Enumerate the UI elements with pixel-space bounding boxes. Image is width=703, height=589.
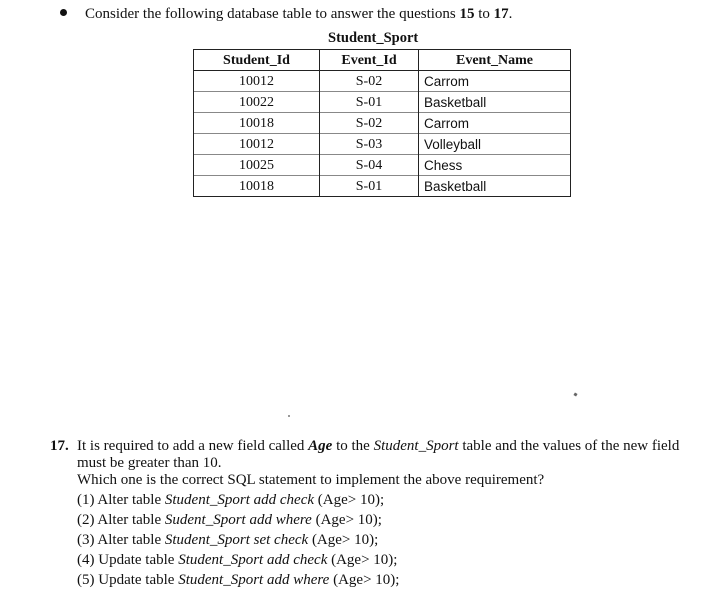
cell-student-id: 10018 xyxy=(194,176,320,197)
cell-event-name: Basketball xyxy=(419,176,571,197)
answer-option-4 xyxy=(77,552,702,569)
option-suffix: (Age> 10); xyxy=(308,532,379,548)
option-prefix: (5) Update table xyxy=(77,572,179,588)
header-event-id: Event_Id xyxy=(320,50,419,71)
answer-option-1 xyxy=(77,492,702,509)
intro-middle: to xyxy=(474,6,494,22)
answer-option-2 xyxy=(77,512,702,529)
option-italic: Student_Sport set check xyxy=(164,532,309,548)
table-row xyxy=(194,176,571,197)
student-sport-table xyxy=(193,49,571,197)
option-suffix: (Age> 10); xyxy=(314,492,385,508)
bullet-icon xyxy=(60,9,67,16)
question-line-3: Which one is the correct SQL statement to implement the above requirement? xyxy=(77,472,545,488)
header-event-name: Event_Name xyxy=(419,50,571,71)
scan-speck xyxy=(288,415,290,417)
cell-event-id: S-01 xyxy=(320,92,419,113)
question-body xyxy=(77,438,702,589)
option-italic: Student_Sport add check xyxy=(178,552,328,568)
q-field-name: Age xyxy=(308,438,333,454)
cell-student-id: 10012 xyxy=(194,71,320,92)
table-row xyxy=(194,134,571,155)
intro-suffix: . xyxy=(508,6,513,22)
scan-speck xyxy=(573,392,577,396)
cell-event-id: S-01 xyxy=(320,176,419,197)
cell-event-name: Volleyball xyxy=(419,134,571,155)
option-prefix: (1) Alter table xyxy=(77,492,165,508)
question-17 xyxy=(50,438,702,589)
intro-from: 15 xyxy=(459,6,475,22)
table-row xyxy=(194,71,571,92)
cell-student-id: 10018 xyxy=(194,113,320,134)
cell-event-name: Carrom xyxy=(419,113,571,134)
table-row xyxy=(194,92,571,113)
cell-event-name: Chess xyxy=(419,155,571,176)
option-italic: Student_Sport add check xyxy=(164,492,315,508)
intro-sentence xyxy=(85,6,512,23)
question-number: 17. xyxy=(50,438,69,454)
q-text-c: table and the values of the new field xyxy=(458,438,680,454)
cell-event-id: S-04 xyxy=(320,155,419,176)
option-suffix: (Age> 10); xyxy=(329,572,400,588)
cell-event-name: Basketball xyxy=(419,92,571,113)
answer-option-5 xyxy=(77,572,702,589)
cell-student-id: 10025 xyxy=(194,155,320,176)
q-text-b: to the xyxy=(332,438,374,454)
answer-option-3 xyxy=(77,532,702,549)
intro-to: 17 xyxy=(493,6,509,22)
table-row xyxy=(194,155,571,176)
option-prefix: (2) Alter table xyxy=(77,512,165,528)
q-text-a: It is required to add a new field called xyxy=(77,438,309,454)
cell-student-id: 10022 xyxy=(194,92,320,113)
option-suffix: (Age> 10); xyxy=(311,512,382,528)
cell-event-id: S-02 xyxy=(320,113,419,134)
table-row xyxy=(194,113,571,134)
option-prefix: (4) Update table xyxy=(77,552,179,568)
table-header-row xyxy=(194,50,571,71)
intro-prefix: Consider the following database table to answer the questions xyxy=(85,6,460,22)
option-italic: Student_Sport add where xyxy=(178,572,330,588)
option-italic: Sudent_Sport add where xyxy=(164,512,312,528)
cell-event-name: Carrom xyxy=(419,71,571,92)
cell-student-id: 10012 xyxy=(194,134,320,155)
option-suffix: (Age> 10); xyxy=(327,552,398,568)
question-line-1 xyxy=(77,438,702,455)
q-table-name: Student_Sport xyxy=(373,438,459,454)
option-prefix: (3) Alter table xyxy=(77,532,165,548)
header-student-id: Student_Id xyxy=(194,50,320,71)
cell-event-id: S-02 xyxy=(320,71,419,92)
table-title: Student_Sport xyxy=(328,30,419,46)
question-line-2: must be greater than 10. xyxy=(77,455,222,471)
cell-event-id: S-03 xyxy=(320,134,419,155)
